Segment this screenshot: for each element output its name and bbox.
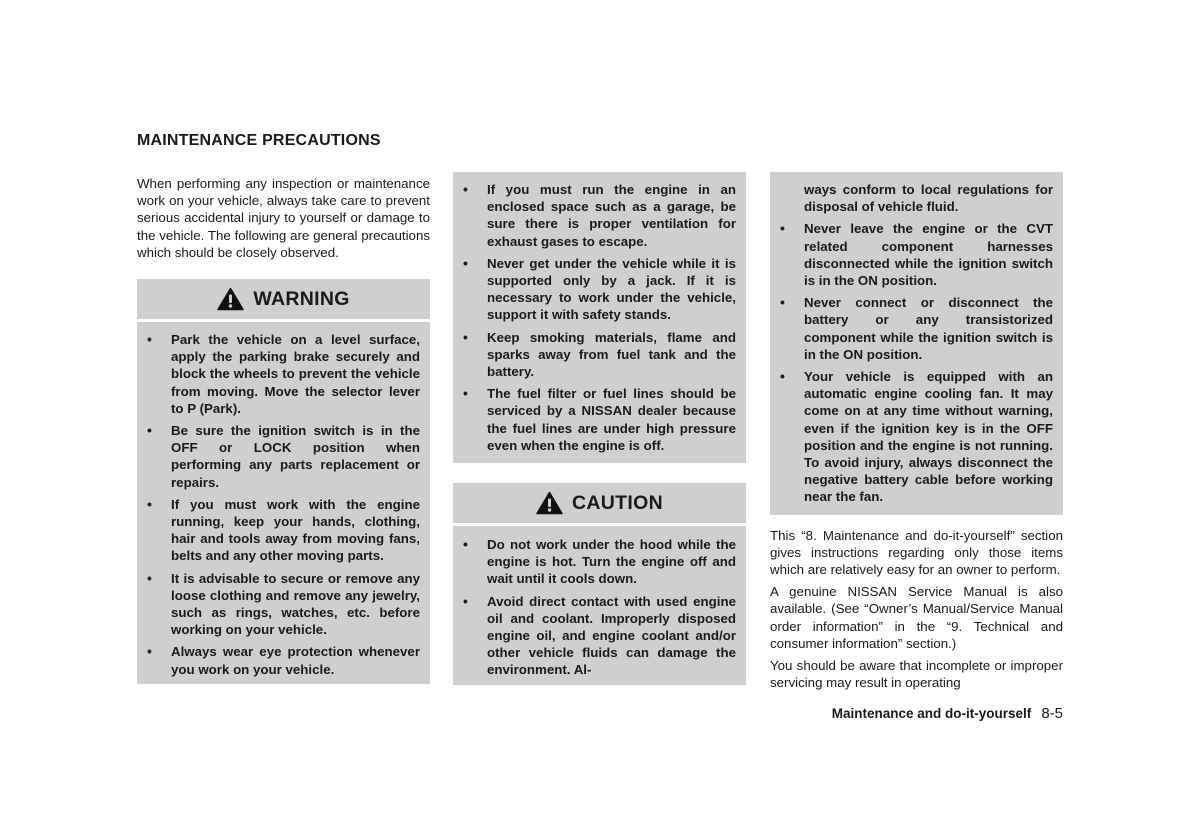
page-footer [832,705,1063,722]
body-paragraph: A genuine NISSAN Service Manual is also available. (See “Owner’s Manual/Service Manual order information” in the “9. Technical and consumer information” section.) [770,584,1063,651]
intro-paragraph: When performing any inspection or maintenance work on your vehicle, always take care to prevent serious accidental injury to yourself or damage to the vehicle. The following are general precautions which should be closely observed. [137,176,430,260]
warning-list-continued [453,172,746,463]
list-item: • Park the vehicle on a level surface, apply the parking brake securely and block the wheels to prevent the vehicle from moving. Move the selector lever to P (Park). [147,331,420,417]
caution-list-continued [770,172,1063,515]
warning-list [137,322,430,684]
warning-triangle-icon [536,491,563,515]
list-item: • Keep smoking materials, flame and sparks away from fuel tank and the battery. [463,329,736,381]
body-paragraph: This “8. Maintenance and do-it-yourself” section gives instructions regarding only those items which are relatively easy for an owner to perform. [770,527,1063,578]
warning-label: WARNING [253,287,350,310]
list-item: • It is advisable to secure or remove any loose clothing and remove any jewelry, such as rings, watches, etc. before working on your vehicle. [147,570,420,639]
list-item: • Avoid direct contact with used engine oil and coolant. Improperly disposed engine oil, and engine coolant and/or other vehicle fluids can damage the environment. Al- [463,593,736,679]
warning-box [137,279,430,684]
warning-header [137,279,430,322]
list-item: • Be sure the ignition switch is in the OFF or LOCK position when performing any parts replacement or repairs. [147,422,420,491]
footer-section-title: Maintenance and do-it-yourself [831,706,1032,721]
caution-header [453,483,746,526]
page-number: 8-5 [1041,705,1063,722]
list-item: • Always wear eye protection whenever you work on your vehicle. [147,643,420,677]
list-item: • If you must run the engine in an enclosed space such as a garage, be sure there is proper ventilation for exhaust gases to escape. [463,181,736,250]
list-item: • The fuel filter or fuel lines should be serviced by a NISSAN dealer because the fuel lines are under high pressure even when the engine is off. [463,385,736,454]
caution-list [453,526,746,685]
page-title: MAINTENANCE PRECAUTIONS [137,132,381,149]
list-item-continuation: ways conform to local regulations for disposal of vehicle fluid. [804,182,1053,215]
column-1 [137,175,430,684]
list-item: • Do not work under the hood while the engine is hot. Turn the engine off and wait until it cools down. [463,536,736,588]
list-item: • Never connect or disconnect the battery or any transistorized component while the ignition switch is in the ON position. [780,294,1053,363]
column-2 [453,172,746,685]
column-3 [770,172,1063,696]
list-item: • If you must work with the engine running, keep your hands, clothing, hair and tools away from moving fans, belts and any other moving parts. [147,496,420,565]
body-paragraph: You should be aware that incomplete or improper servicing may result in operating [770,658,1063,691]
list-item: • Never leave the engine or the CVT related component harnesses disconnected while the ignition switch is in the ON position. [780,220,1053,289]
warning-triangle-icon [217,287,244,311]
list-item: • Your vehicle is equipped with an automatic engine cooling fan. It may come on at any time without warning, even if the ignition key is in the OFF position and the engine is not running. To avoid injury, always disconnect the negative battery cable before working near the fan. [780,368,1053,506]
caution-label: CAUTION [572,491,663,514]
caution-box [453,483,746,685]
list-item: • Never get under the vehicle while it is supported only by a jack. If it is necessary to work under the vehicle, support it with safety stands. [463,255,736,324]
warning-box-continued [453,172,746,463]
caution-box-continued [770,172,1063,515]
